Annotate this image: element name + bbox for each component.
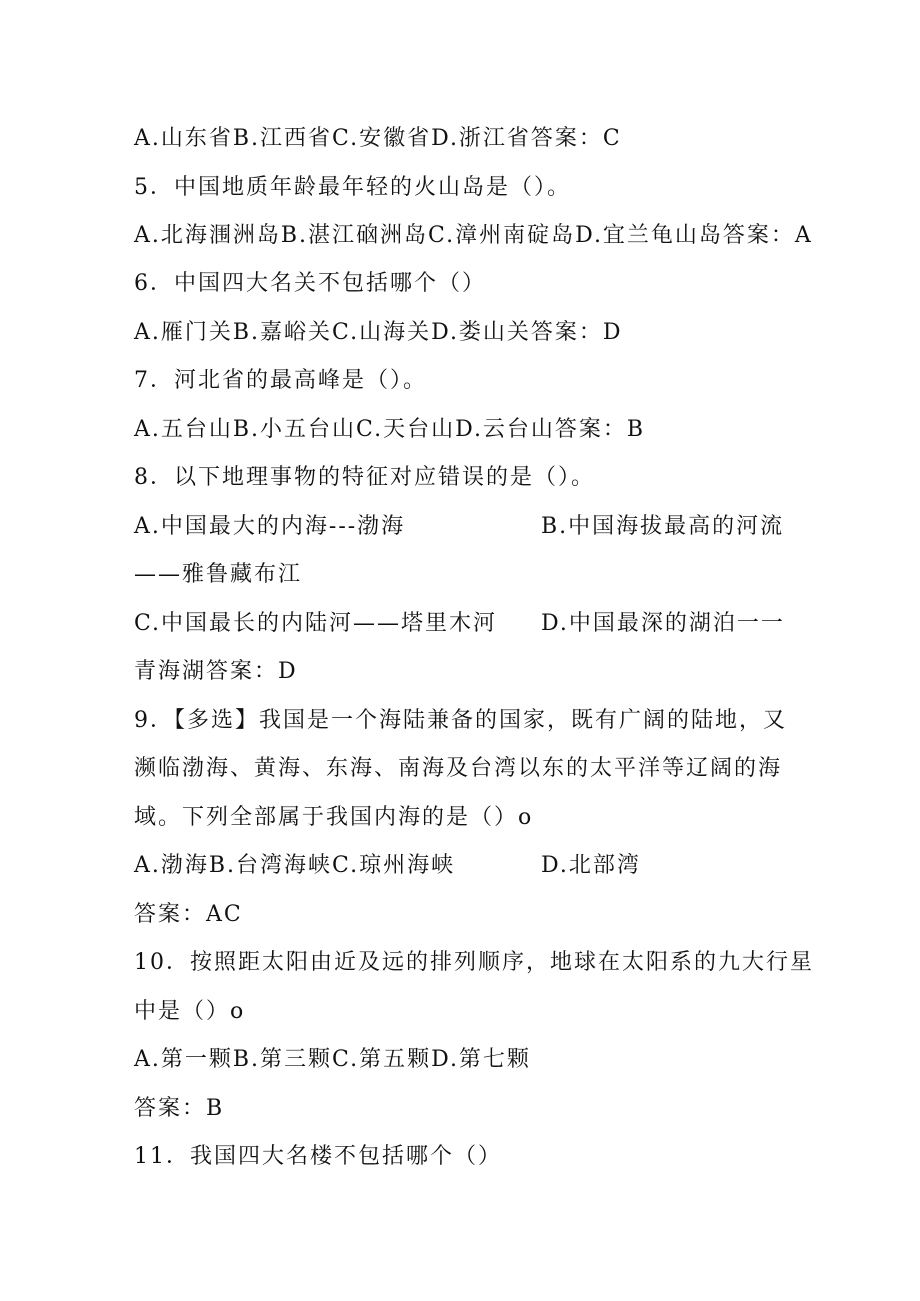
q7-options: A.五台山B.小五台山C.天台山D.云台山答案：B — [134, 417, 646, 442]
q10-answer: 答案：B — [134, 1096, 225, 1121]
q8-options-row1 — [134, 512, 794, 542]
q10-options: A.第一颗B.第三颗C.第五颗D.第七颗 — [134, 1047, 531, 1072]
q8-option-c: C.中国最长的内陆河——塔里木河 — [134, 611, 498, 636]
q9-question-l2: 濒临渤海、黄海、东海、南海及台湾以东的太平洋等辽阔的海 — [134, 756, 783, 781]
q6-question: 6．中国四大名关不包括哪个（） — [134, 271, 486, 296]
q7-question: 7．河北省的最高峰是（）。 — [134, 368, 427, 393]
q5-question: 5．中国地质年龄最年轻的火山岛是（）。 — [134, 175, 571, 200]
q9-options-abc: A.渤海B.台湾海峡C.琼州海峡 — [134, 853, 456, 878]
q9-answer: 答案：AC — [134, 902, 243, 927]
q10-question-l2: 中是（）o — [134, 999, 246, 1024]
q9-option-d: D.北部湾 — [541, 853, 641, 878]
q10-question-l1: 10．按照距太阳由近及远的排列顺序，地球在太阳系的九大行星 — [134, 950, 814, 975]
q8-option-b: B.中国海拔最高的河流 — [541, 514, 785, 539]
q5-options: A.北海涠洲岛B.湛江硇洲岛C.漳州南碇岛D.宜兰龟山岛答案：A — [134, 223, 813, 248]
q6-options: A.雁门关B.嘉峪关C.山海关D.娄山关答案：D — [134, 320, 623, 345]
q8-option-a: A.中国最大的内海---渤海 — [134, 514, 406, 539]
q9-question-l1: 9．【多选】我国是一个海陆兼备的国家，既有广阔的陆地，又 — [134, 708, 787, 733]
q8-question: 8．以下地理事物的特征对应错误的是（）。 — [134, 465, 595, 490]
q8-answer: 青海湖答案：D — [134, 659, 298, 684]
q8-option-b-cont: ——雅鲁藏布江 — [134, 562, 303, 587]
q9-options — [134, 851, 794, 881]
q4-options: A.山东省B.江西省C.安徽省D.浙江省答案：C — [134, 126, 622, 151]
q11-question: 11．我国四大名楼不包括哪个（） — [134, 1144, 502, 1169]
q9-question-l3: 域。下列全部属于我国内海的是（）o — [134, 805, 534, 830]
q8-options-row2 — [134, 609, 794, 639]
q8-option-d: D.中国最深的湖泊一一 — [541, 611, 785, 636]
